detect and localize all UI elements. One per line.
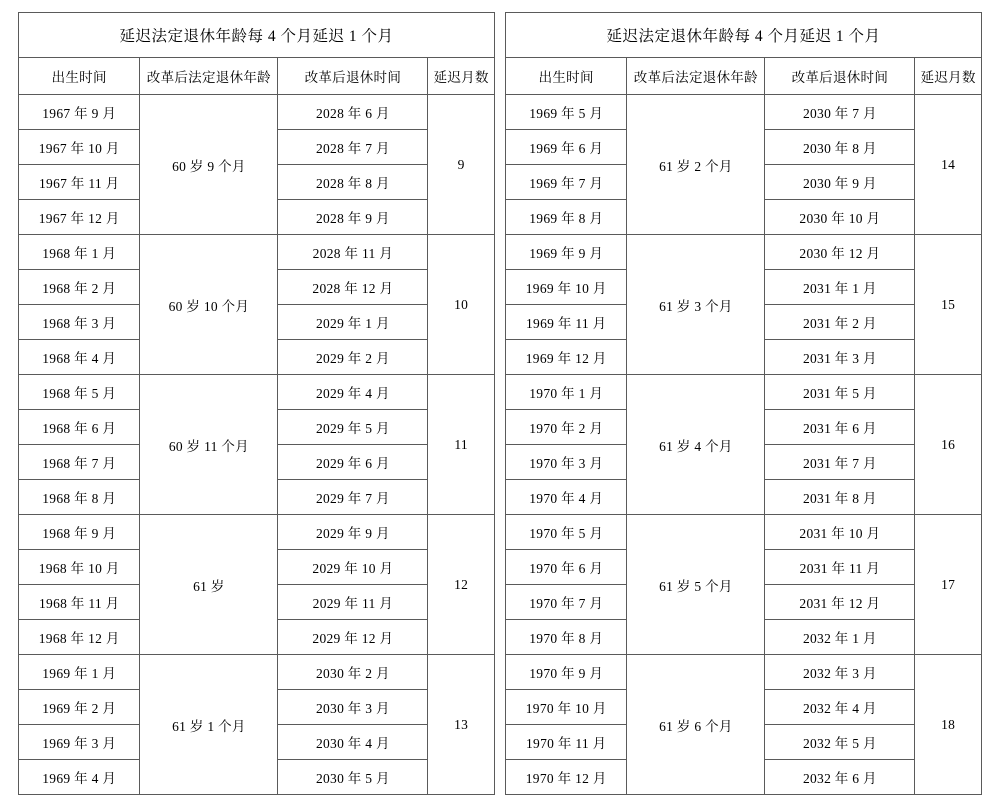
cell-birth-time: 1969 年 6 月 — [506, 130, 627, 165]
cell-birth-time: 1970 年 3 月 — [506, 445, 627, 480]
cell-retirement-time: 2030 年 10 月 — [765, 200, 915, 235]
cell-birth-time: 1967 年 9 月 — [19, 95, 140, 130]
schedule-table-right-container — [500, 12, 982, 786]
cell-retirement-time: 2029 年 10 月 — [278, 550, 428, 585]
cell-retirement-time: 2031 年 7 月 — [765, 445, 915, 480]
cell-birth-time: 1970 年 2 月 — [506, 410, 627, 445]
cell-delay-months: 14 — [915, 95, 982, 235]
cell-retirement-time: 2029 年 1 月 — [278, 305, 428, 340]
cell-retirement-time: 2031 年 6 月 — [765, 410, 915, 445]
cell-birth-time: 1968 年 6 月 — [19, 410, 140, 445]
table-row — [19, 95, 495, 130]
cell-retirement-time: 2028 年 8 月 — [278, 165, 428, 200]
cell-retirement-time: 2031 年 2 月 — [765, 305, 915, 340]
cell-retirement-age: 60 岁 9 个月 — [140, 95, 278, 235]
table-row — [506, 515, 982, 550]
table-row — [506, 375, 982, 410]
cell-birth-time: 1969 年 10 月 — [506, 270, 627, 305]
cell-birth-time: 1968 年 10 月 — [19, 550, 140, 585]
cell-retirement-time: 2030 年 2 月 — [278, 655, 428, 690]
cell-retirement-time: 2031 年 3 月 — [765, 340, 915, 375]
column-header-retirement-time: 改革后退休时间 — [765, 58, 915, 95]
cell-delay-months: 12 — [428, 515, 495, 655]
cell-birth-time: 1969 年 11 月 — [506, 305, 627, 340]
cell-retirement-time: 2028 年 12 月 — [278, 270, 428, 305]
cell-retirement-time: 2030 年 8 月 — [765, 130, 915, 165]
column-header-delay-months: 延迟月数 — [915, 58, 982, 95]
cell-retirement-time: 2029 年 7 月 — [278, 480, 428, 515]
column-header-retirement-age: 改革后法定退休年龄 — [627, 58, 765, 95]
table-row — [19, 655, 495, 690]
cell-retirement-time: 2029 年 4 月 — [278, 375, 428, 410]
retirement-schedule-tables — [18, 12, 982, 786]
cell-delay-months: 16 — [915, 375, 982, 515]
cell-retirement-age: 61 岁 — [140, 515, 278, 655]
cell-retirement-time: 2031 年 12 月 — [765, 585, 915, 620]
cell-retirement-time: 2028 年 7 月 — [278, 130, 428, 165]
cell-retirement-age: 60 岁 10 个月 — [140, 235, 278, 375]
cell-retirement-time: 2031 年 5 月 — [765, 375, 915, 410]
cell-retirement-time: 2032 年 4 月 — [765, 690, 915, 725]
cell-retirement-time: 2029 年 12 月 — [278, 620, 428, 655]
cell-retirement-age: 61 岁 3 个月 — [627, 235, 765, 375]
cell-birth-time: 1967 年 11 月 — [19, 165, 140, 200]
cell-birth-time: 1969 年 4 月 — [19, 760, 140, 795]
cell-retirement-time: 2030 年 4 月 — [278, 725, 428, 760]
cell-delay-months: 9 — [428, 95, 495, 235]
cell-birth-time: 1970 年 10 月 — [506, 690, 627, 725]
cell-birth-time: 1969 年 8 月 — [506, 200, 627, 235]
cell-retirement-time: 2032 年 6 月 — [765, 760, 915, 795]
table-row — [19, 515, 495, 550]
cell-birth-time: 1968 年 11 月 — [19, 585, 140, 620]
cell-retirement-time: 2030 年 7 月 — [765, 95, 915, 130]
column-header-delay-months: 延迟月数 — [428, 58, 495, 95]
cell-birth-time: 1970 年 8 月 — [506, 620, 627, 655]
cell-birth-time: 1968 年 9 月 — [19, 515, 140, 550]
cell-delay-months: 18 — [915, 655, 982, 795]
table-row — [506, 95, 982, 130]
cell-retirement-time: 2028 年 9 月 — [278, 200, 428, 235]
cell-delay-months: 11 — [428, 375, 495, 515]
cell-retirement-time: 2031 年 8 月 — [765, 480, 915, 515]
cell-retirement-age: 61 岁 2 个月 — [627, 95, 765, 235]
column-header-retirement-time: 改革后退休时间 — [278, 58, 428, 95]
cell-retirement-time: 2029 年 2 月 — [278, 340, 428, 375]
column-header-birth-time: 出生时间 — [19, 58, 140, 95]
table-title: 延迟法定退休年龄每 4 个月延迟 1 个月 — [19, 13, 495, 58]
cell-retirement-time: 2032 年 1 月 — [765, 620, 915, 655]
cell-birth-time: 1969 年 3 月 — [19, 725, 140, 760]
cell-birth-time: 1970 年 9 月 — [506, 655, 627, 690]
cell-birth-time: 1968 年 2 月 — [19, 270, 140, 305]
table-row — [506, 235, 982, 270]
cell-birth-time: 1970 年 7 月 — [506, 585, 627, 620]
cell-birth-time: 1968 年 5 月 — [19, 375, 140, 410]
cell-delay-months: 13 — [428, 655, 495, 795]
cell-retirement-age: 61 岁 4 个月 — [627, 375, 765, 515]
cell-birth-time: 1968 年 12 月 — [19, 620, 140, 655]
retirement-schedule-table-right — [505, 12, 982, 795]
cell-retirement-time: 2029 年 6 月 — [278, 445, 428, 480]
table-row — [506, 655, 982, 690]
cell-birth-time: 1967 年 10 月 — [19, 130, 140, 165]
cell-delay-months: 10 — [428, 235, 495, 375]
cell-retirement-time: 2030 年 3 月 — [278, 690, 428, 725]
schedule-table-left-container — [18, 12, 500, 786]
cell-birth-time: 1970 年 11 月 — [506, 725, 627, 760]
cell-birth-time: 1969 年 9 月 — [506, 235, 627, 270]
cell-delay-months: 17 — [915, 515, 982, 655]
cell-birth-time: 1970 年 6 月 — [506, 550, 627, 585]
cell-birth-time: 1970 年 12 月 — [506, 760, 627, 795]
cell-retirement-age: 61 岁 5 个月 — [627, 515, 765, 655]
cell-delay-months: 15 — [915, 235, 982, 375]
table-header-row — [19, 58, 495, 95]
table-row — [19, 375, 495, 410]
table-row — [19, 235, 495, 270]
cell-birth-time: 1968 年 7 月 — [19, 445, 140, 480]
cell-birth-time: 1969 年 12 月 — [506, 340, 627, 375]
cell-retirement-time: 2029 年 5 月 — [278, 410, 428, 445]
cell-birth-time: 1970 年 5 月 — [506, 515, 627, 550]
cell-retirement-time: 2030 年 5 月 — [278, 760, 428, 795]
cell-retirement-age: 60 岁 11 个月 — [140, 375, 278, 515]
cell-birth-time: 1969 年 7 月 — [506, 165, 627, 200]
cell-retirement-time: 2029 年 11 月 — [278, 585, 428, 620]
table-title-row — [19, 13, 495, 58]
column-header-birth-time: 出生时间 — [506, 58, 627, 95]
cell-birth-time: 1969 年 5 月 — [506, 95, 627, 130]
cell-retirement-time: 2031 年 11 月 — [765, 550, 915, 585]
cell-retirement-age: 61 岁 1 个月 — [140, 655, 278, 795]
retirement-schedule-table-left — [18, 12, 495, 795]
cell-birth-time: 1968 年 4 月 — [19, 340, 140, 375]
cell-retirement-time: 2031 年 10 月 — [765, 515, 915, 550]
cell-retirement-time: 2029 年 9 月 — [278, 515, 428, 550]
cell-birth-time: 1968 年 1 月 — [19, 235, 140, 270]
cell-retirement-time: 2031 年 1 月 — [765, 270, 915, 305]
cell-birth-time: 1969 年 1 月 — [19, 655, 140, 690]
cell-birth-time: 1968 年 3 月 — [19, 305, 140, 340]
table-title-row — [506, 13, 982, 58]
cell-retirement-age: 61 岁 6 个月 — [627, 655, 765, 795]
cell-retirement-time: 2028 年 6 月 — [278, 95, 428, 130]
cell-birth-time: 1967 年 12 月 — [19, 200, 140, 235]
cell-retirement-time: 2030 年 9 月 — [765, 165, 915, 200]
cell-birth-time: 1968 年 8 月 — [19, 480, 140, 515]
table-title: 延迟法定退休年龄每 4 个月延迟 1 个月 — [506, 13, 982, 58]
cell-birth-time: 1970 年 4 月 — [506, 480, 627, 515]
cell-retirement-time: 2032 年 5 月 — [765, 725, 915, 760]
table-header-row — [506, 58, 982, 95]
column-header-retirement-age: 改革后法定退休年龄 — [140, 58, 278, 95]
cell-retirement-time: 2032 年 3 月 — [765, 655, 915, 690]
cell-retirement-time: 2030 年 12 月 — [765, 235, 915, 270]
cell-birth-time: 1969 年 2 月 — [19, 690, 140, 725]
cell-birth-time: 1970 年 1 月 — [506, 375, 627, 410]
cell-retirement-time: 2028 年 11 月 — [278, 235, 428, 270]
